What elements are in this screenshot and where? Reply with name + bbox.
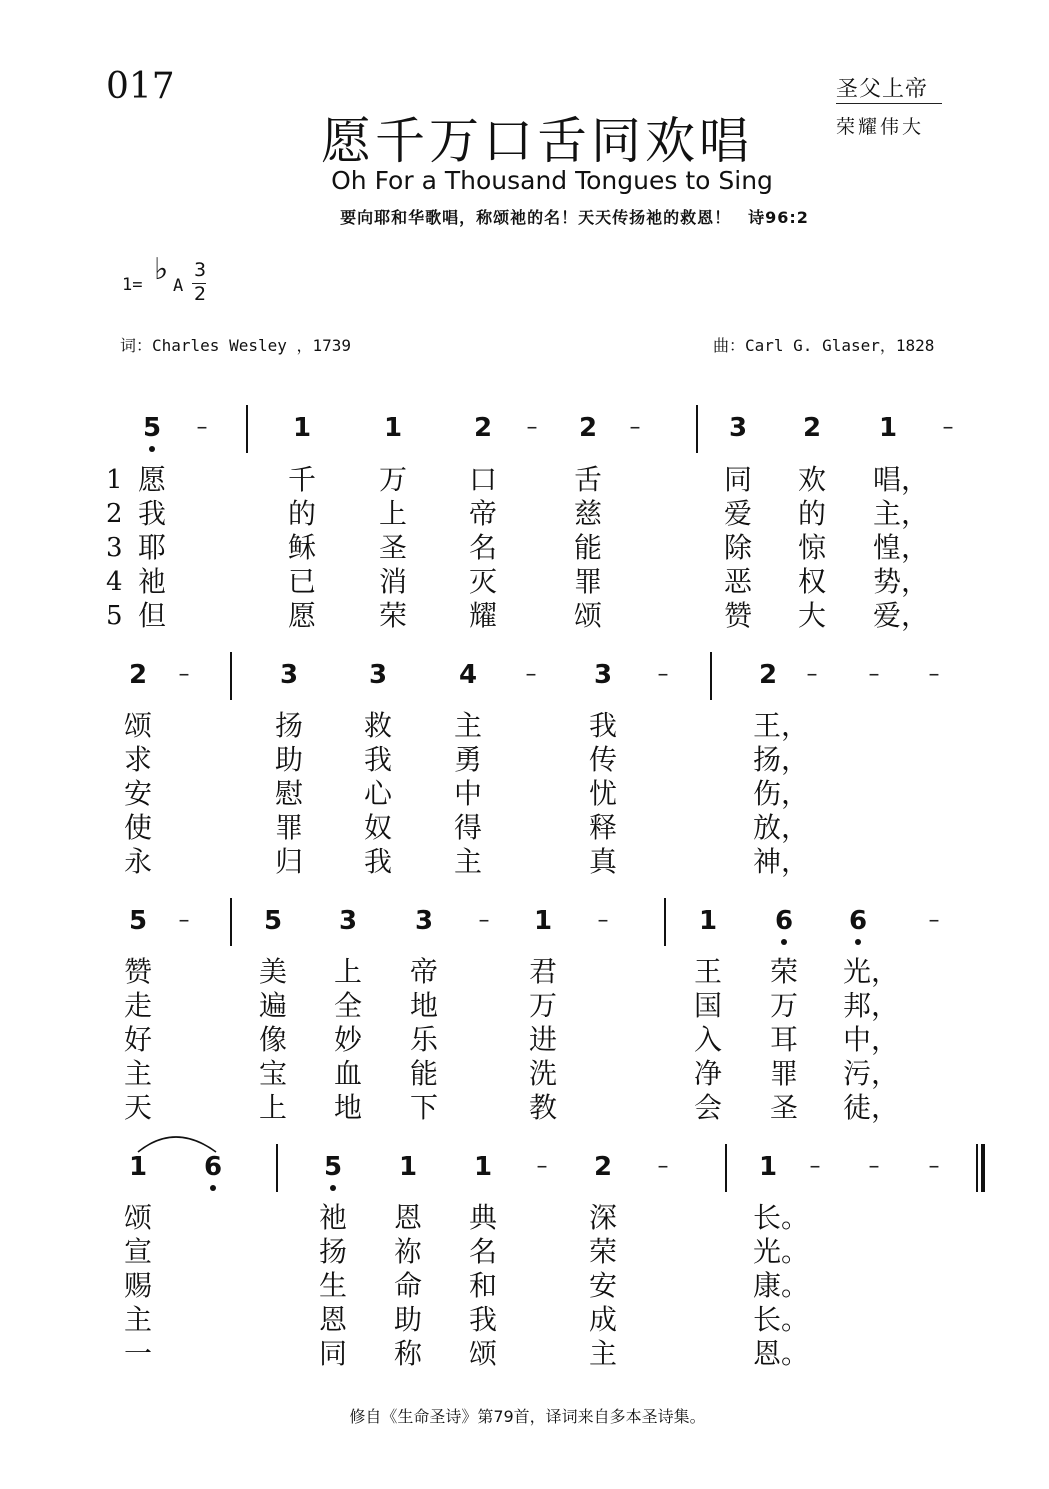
title-chinese: 愿千万口舌同欢唱 (321, 112, 753, 170)
note-number: 6 (774, 906, 794, 936)
lyric-syllable: 血 (333, 1057, 362, 1090)
note-number: 1 (383, 413, 403, 443)
lyric-syllable: 王 (693, 955, 722, 988)
lyric-syllable: 颂 (468, 1337, 497, 1370)
note-number: 2 (473, 413, 493, 443)
lyric-syllable: 愿 (287, 599, 316, 632)
note-number: 1 (398, 1152, 418, 1182)
note-number: 3 (414, 906, 434, 936)
lyric-syllable: 主 (588, 1337, 617, 1370)
key-letter: A (173, 276, 184, 296)
lyric-syllable: 恩 (318, 1303, 347, 1336)
scripture-reference: 要向耶和华歌唱，称颂祂的名！天天传扬祂的救恩！ 诗96:2 (340, 208, 809, 227)
sustain-dash: – (809, 1154, 821, 1179)
lyric-syllable: 邦， (843, 989, 900, 1022)
lyric-syllable: 愿 (137, 463, 166, 496)
lyric-syllable: 恩 (393, 1201, 422, 1234)
sustain-dash: – (868, 662, 880, 687)
octave-dot-below (781, 939, 787, 945)
lyric-syllable: 天 (123, 1091, 152, 1124)
lyric-syllable: 净 (693, 1057, 722, 1090)
octave-dot-below (210, 1185, 216, 1191)
lyric-syllable: 祂 (137, 565, 166, 598)
category-sub: 荣耀伟大 (836, 116, 925, 138)
lyric-syllable: 消 (378, 565, 407, 598)
sustain-dash: – (657, 1154, 669, 1179)
sustain-dash: – (806, 662, 818, 687)
note-number: 6 (203, 1152, 223, 1182)
lyric-syllable: 上 (258, 1091, 287, 1124)
lyric-syllable: 安 (588, 1269, 617, 1302)
category-main: 圣父上帝 (836, 77, 929, 102)
lyric-syllable: 污， (843, 1057, 900, 1090)
lyric-syllable: 放， (753, 811, 810, 844)
hymn-number: 017 (106, 66, 175, 107)
lyric-syllable: 的 (797, 497, 826, 530)
lyric-syllable: 光。 (753, 1235, 810, 1268)
sustain-dash: – (868, 1154, 880, 1179)
lyric-syllable: 圣 (378, 531, 407, 564)
time-signature-numerator: 3 (193, 259, 207, 281)
sustain-dash: – (178, 908, 190, 933)
lyric-syllable: 万 (769, 989, 798, 1022)
lyric-syllable: 欢 (797, 463, 826, 496)
note-number: 5 (323, 1152, 343, 1182)
sustain-dash: – (525, 662, 537, 687)
lyric-syllable: 成 (588, 1303, 617, 1336)
note-number: 1 (878, 413, 898, 443)
lyric-syllable: 我 (363, 743, 392, 776)
lyric-syllable: 徒， (843, 1091, 900, 1124)
sustain-dash: – (178, 662, 190, 687)
lyric-syllable: 伤， (753, 777, 810, 810)
lyric-syllable: 我 (137, 497, 166, 530)
lyric-syllable: 求 (123, 743, 152, 776)
lyric-syllable: 万 (378, 463, 407, 496)
lyric-syllable: 地 (409, 989, 438, 1022)
lyric-syllable: 荣 (769, 955, 798, 988)
lyric-syllable: 好 (123, 1023, 152, 1056)
lyric-syllable: 唱， (873, 463, 930, 496)
lyric-syllable: 深 (588, 1201, 617, 1234)
lyric-syllable: 走 (123, 989, 152, 1022)
note-number: 1 (758, 1152, 778, 1182)
lyric-syllable: 我 (468, 1303, 497, 1336)
lyric-syllable: 典 (468, 1201, 497, 1234)
bar-line (230, 898, 232, 946)
lyric-syllable: 祢 (393, 1235, 422, 1268)
sustain-dash: – (536, 1154, 548, 1179)
lyric-syllable: 权 (797, 565, 826, 598)
lyric-syllable: 同 (318, 1337, 347, 1370)
sustain-dash: – (196, 415, 208, 440)
lyric-syllable: 宣 (123, 1235, 152, 1268)
lyric-syllable: 舌 (573, 463, 602, 496)
footer-note: 修自《生命圣诗》第79首，译词来自多本圣诗集。 (349, 1407, 706, 1426)
note-number: 1 (533, 906, 553, 936)
lyric-syllable: 全 (333, 989, 362, 1022)
lyric-syllable: 康。 (753, 1269, 810, 1302)
lyric-syllable: 势， (873, 565, 930, 598)
note-number: 4 (458, 660, 478, 690)
lyric-syllable: 生 (318, 1269, 347, 1302)
lyric-syllable: 宝 (258, 1057, 287, 1090)
sustain-dash: – (526, 415, 538, 440)
note-number: 2 (578, 413, 598, 443)
sustain-dash: – (942, 415, 954, 440)
lyric-syllable: 耀 (468, 599, 497, 632)
lyric-syllable: 罪 (274, 811, 303, 844)
lyric-syllable: 颂 (123, 709, 152, 742)
lyric-syllable: 得 (453, 811, 482, 844)
sustain-dash: – (478, 908, 490, 933)
final-bar-line-thick (981, 1144, 985, 1192)
lyric-syllable: 罪 (573, 565, 602, 598)
lyric-syllable: 传 (588, 743, 617, 776)
lyric-syllable: 心 (363, 777, 392, 810)
note-number: 6 (848, 906, 868, 936)
bar-line (276, 1144, 278, 1192)
title-english: Oh For a Thousand Tongues to Sing (331, 166, 773, 195)
lyric-syllable: 同 (723, 463, 752, 496)
note-number: 3 (593, 660, 613, 690)
bar-line (230, 652, 232, 700)
lyric-syllable: 乐 (409, 1023, 438, 1056)
lyric-syllable: 颂 (123, 1201, 152, 1234)
lyric-syllable: 赐 (123, 1269, 152, 1302)
sustain-dash: – (928, 908, 940, 933)
lyric-syllable: 长。 (753, 1201, 810, 1234)
lyric-syllable: 帝 (468, 497, 497, 530)
lyric-syllable: 颂 (573, 599, 602, 632)
lyric-syllable: 赞 (123, 955, 152, 988)
lyric-syllable: 中 (453, 777, 482, 810)
note-number: 3 (368, 660, 388, 690)
note-number: 2 (758, 660, 778, 690)
lyric-syllable: 惶， (873, 531, 930, 564)
lyric-syllable: 扬 (274, 709, 303, 742)
lyric-syllable: 和 (468, 1269, 497, 1302)
lyric-syllable: 妙 (333, 1023, 362, 1056)
lyric-syllable: 进 (528, 1023, 557, 1056)
lyric-syllable: 赞 (723, 599, 752, 632)
key-signature-prefix: 1= (122, 275, 143, 295)
bar-line (696, 405, 698, 453)
lyric-syllable: 稣 (287, 531, 316, 564)
slur-tie (130, 1128, 250, 1158)
octave-dot-below (330, 1185, 336, 1191)
lyric-syllable: 耳 (769, 1023, 798, 1056)
lyric-syllable: 主 (453, 709, 482, 742)
lyric-syllable: 荣 (588, 1235, 617, 1268)
note-number: 5 (142, 413, 162, 443)
lyric-syllable: 长。 (753, 1303, 810, 1336)
note-number: 3 (338, 906, 358, 936)
lyric-syllable: 慰 (274, 777, 303, 810)
note-number: 5 (263, 906, 283, 936)
lyric-syllable: 王， (753, 709, 810, 742)
note-number: 1 (698, 906, 718, 936)
lyric-syllable: 扬， (753, 743, 810, 776)
sustain-dash: – (657, 662, 669, 687)
lyric-syllable: 君 (528, 955, 557, 988)
lyric-syllable: 罪 (769, 1057, 798, 1090)
lyric-syllable: 恩。 (753, 1337, 810, 1370)
lyric-syllable: 但 (137, 599, 166, 632)
lyric-syllable: 荣 (378, 599, 407, 632)
lyric-syllable: 教 (528, 1091, 557, 1124)
lyric-syllable: 称 (393, 1337, 422, 1370)
sustain-dash: – (629, 415, 641, 440)
lyric-syllable: 中， (843, 1023, 900, 1056)
lyric-syllable: 助 (274, 743, 303, 776)
lyric-syllable: 奴 (363, 811, 392, 844)
lyric-syllable: 惊 (797, 531, 826, 564)
lyric-syllable: 大 (797, 599, 826, 632)
note-number: 1 (292, 413, 312, 443)
bar-line (664, 898, 666, 946)
lyric-syllable: 忧 (588, 777, 617, 810)
lyric-syllable: 我 (588, 709, 617, 742)
sustain-dash: – (597, 908, 609, 933)
lyric-syllable: 神， (753, 845, 810, 878)
lyric-syllable: 万 (528, 989, 557, 1022)
final-bar-line-thin (976, 1144, 978, 1192)
lyric-syllable: 恶 (723, 565, 752, 598)
note-number: 5 (128, 906, 148, 936)
lyric-syllable: 入 (693, 1023, 722, 1056)
verse-number: 5 (106, 601, 123, 631)
lyric-syllable: 扬 (318, 1235, 347, 1268)
octave-dot-below (855, 939, 861, 945)
lyric-syllable: 国 (693, 989, 722, 1022)
lyric-syllable: 永 (123, 845, 152, 878)
lyric-syllable: 主 (123, 1057, 152, 1090)
lyric-syllable: 救 (363, 709, 392, 742)
lyric-syllable: 主 (453, 845, 482, 878)
verse-number: 3 (106, 533, 123, 563)
verse-number: 2 (106, 499, 123, 529)
lyric-syllable: 安 (123, 777, 152, 810)
lyric-syllable: 爱， (873, 599, 930, 632)
music-credit: 曲：Carl G. Glaser，1828 (713, 336, 935, 355)
words-credit: 词：Charles Wesley ，1739 (120, 336, 352, 355)
lyric-syllable: 主， (873, 497, 930, 530)
note-number: 2 (802, 413, 822, 443)
note-number: 2 (128, 660, 148, 690)
lyric-syllable: 像 (258, 1023, 287, 1056)
lyric-syllable: 地 (333, 1091, 362, 1124)
sustain-dash: – (928, 1154, 940, 1179)
lyric-syllable: 千 (287, 463, 316, 496)
bar-line (725, 1144, 727, 1192)
lyric-syllable: 真 (588, 845, 617, 878)
bar-line (246, 405, 248, 453)
sustain-dash: – (928, 662, 940, 687)
note-number: 3 (279, 660, 299, 690)
lyric-syllable: 能 (573, 531, 602, 564)
note-number: 3 (728, 413, 748, 443)
lyric-syllable: 助 (393, 1303, 422, 1336)
lyric-syllable: 命 (393, 1269, 422, 1302)
lyric-syllable: 我 (363, 845, 392, 878)
lyric-syllable: 名 (468, 1235, 497, 1268)
octave-dot-below (149, 446, 155, 452)
time-signature-denominator: 2 (193, 283, 207, 305)
lyric-syllable: 洗 (528, 1057, 557, 1090)
bar-line (710, 652, 712, 700)
lyric-syllable: 能 (409, 1057, 438, 1090)
lyric-syllable: 使 (123, 811, 152, 844)
lyric-syllable: 祂 (318, 1201, 347, 1234)
lyric-syllable: 灭 (468, 565, 497, 598)
verse-number: 1 (106, 465, 123, 495)
lyric-syllable: 勇 (453, 743, 482, 776)
lyric-syllable: 爱 (723, 497, 752, 530)
lyric-syllable: 口 (468, 463, 497, 496)
lyric-syllable: 圣 (769, 1091, 798, 1124)
verse-number: 4 (106, 567, 123, 597)
lyric-syllable: 会 (693, 1091, 722, 1124)
lyric-syllable: 的 (287, 497, 316, 530)
lyric-syllable: 归 (274, 845, 303, 878)
lyric-syllable: 名 (468, 531, 497, 564)
note-number: 1 (128, 1152, 148, 1182)
note-number: 2 (593, 1152, 613, 1182)
lyric-syllable: 主 (123, 1303, 152, 1336)
lyric-syllable: 帝 (409, 955, 438, 988)
flat-symbol: ♭ (154, 252, 169, 287)
note-number: 1 (473, 1152, 493, 1182)
lyric-syllable: 下 (409, 1091, 438, 1124)
lyric-syllable: 美 (258, 955, 287, 988)
lyric-syllable: 慈 (573, 497, 602, 530)
lyric-syllable: 释 (588, 811, 617, 844)
lyric-syllable: 上 (333, 955, 362, 988)
lyric-syllable: 已 (287, 565, 316, 598)
lyric-syllable: 上 (378, 497, 407, 530)
lyric-syllable: 遍 (258, 989, 287, 1022)
lyric-syllable: 除 (723, 531, 752, 564)
lyric-syllable: 耶 (137, 531, 166, 564)
lyric-syllable: 光， (843, 955, 900, 988)
lyric-syllable: 一 (123, 1337, 152, 1370)
